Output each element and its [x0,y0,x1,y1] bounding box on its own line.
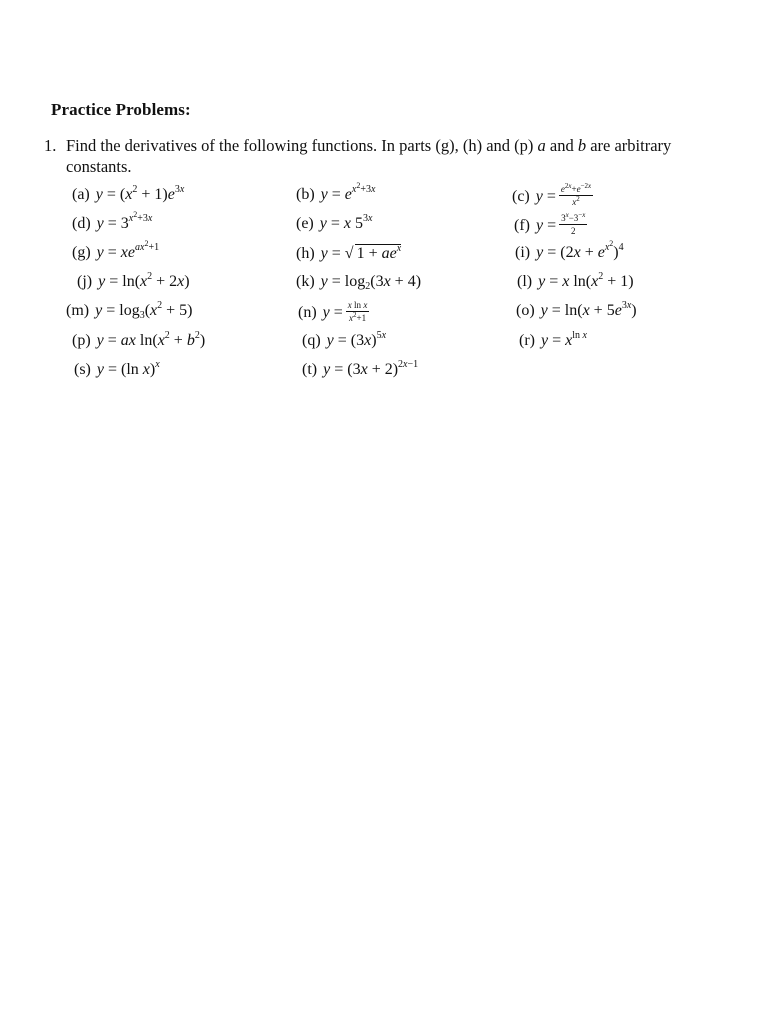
exercise-item-l [517,273,634,291]
item-expression: $y = 3^{x^2+3x}$ [96,210,153,232]
exercise-row [0,181,768,212]
item-label: (g) [72,244,91,261]
exercise-row [0,239,768,270]
exercise-item-g [72,239,160,262]
exercise-row [0,273,768,299]
exercise-item-f [514,211,587,238]
exercise-item-o [516,302,637,320]
exercise-item-a [72,186,184,204]
item-expression: $y = (2x + e^{x^2})^4$ [536,239,624,261]
item-label: (d) [72,215,91,232]
item-expression: $y = (x^2 + 1)e^{3x}$ [95,184,185,203]
exercise-item-n [298,302,369,325]
item-label: (p) [72,332,91,349]
page-title: Practice Problems: [51,100,191,119]
item-label: (r) [519,332,535,349]
exercise-item-h [296,244,401,263]
item-expression: $y = (3x)^{5x}$ [326,330,387,349]
item-label: (s) [74,361,91,378]
item-label: (j) [77,273,93,290]
item-label: (f) [514,217,530,235]
exercise-item-d [72,210,153,233]
item-expression: $y = \ln(x + 5e^{3x})$ [540,300,637,319]
item-label: (o) [516,302,535,319]
item-expression: $y = xe^{ax^2+1}$ [96,239,160,261]
exercise-row [0,302,768,328]
item-expression: $y = x^{ln x}$ [540,330,587,349]
item-label: (b) [296,186,315,203]
item-expression: $y = \log_2(3x + 4)$ [320,273,422,292]
exercise-item-m [66,302,192,320]
exercise-item-b [296,181,376,204]
item-label: (e) [296,215,314,232]
item-label: (a) [72,186,90,203]
exercise-row [0,361,768,387]
item-expression: $y = e^{x^2+3x}$ [320,181,376,203]
exercise-item-r [519,332,587,350]
item-expression: y = ax $\ln(x^2 + b^2)$ [96,330,206,349]
exercise-item-j [77,273,190,291]
exercise-item-t [302,361,418,379]
exercise-item-p [72,332,205,350]
item-label: (l) [517,273,533,290]
exercise-item-e [296,215,372,233]
exercise-item-c [512,182,593,209]
exercise-item-i [515,239,624,262]
item-expression: y = (ln x)$^x$ [96,359,160,378]
item-expression: y = $\frac{\text{x ln x}}{x^2+1}$ [322,300,368,323]
exercise-row [0,332,768,358]
item-expression: y = x $\ln(x^2 + 1)$ [538,271,634,290]
exercise-row [0,210,768,241]
item-expression: $y = \ln(x^2 + 2x)$ [98,271,190,290]
item-label: (i) [515,244,531,261]
item-expression: y = x $5^{3x}$ [319,213,373,232]
item-label: (h) [296,245,315,262]
item-expression: $y = (3x + 2)^{2x-1}$ [323,359,419,378]
item-expression: y = √ $1 + ae^x$ [320,243,402,262]
exercise-item-k [296,273,421,291]
item-label: (t) [302,361,318,378]
exercise-item-q [302,332,386,350]
problem-text: Find the derivatives of the following functions. In parts (g), (h) and (p) a and b are arbitrary constants. [66,136,672,176]
item-label: (k) [296,273,315,290]
item-label: (c) [512,188,530,206]
item-label: (m) [66,302,90,319]
problem-statement [44,135,734,177]
problem-number: 1. [44,136,57,155]
exercise-item-s [74,361,160,379]
item-expression: y = $\frac{3^x-3^{-x}}{2}$ [535,211,586,236]
item-label: (n) [298,304,317,322]
item-expression: y = $\frac{e^{2x}+e^{-2x}}{x^2}$ [535,182,592,207]
item-label: (q) [302,332,321,349]
item-expression: $y = \log_3(x^2 + 5)$ [95,300,193,321]
